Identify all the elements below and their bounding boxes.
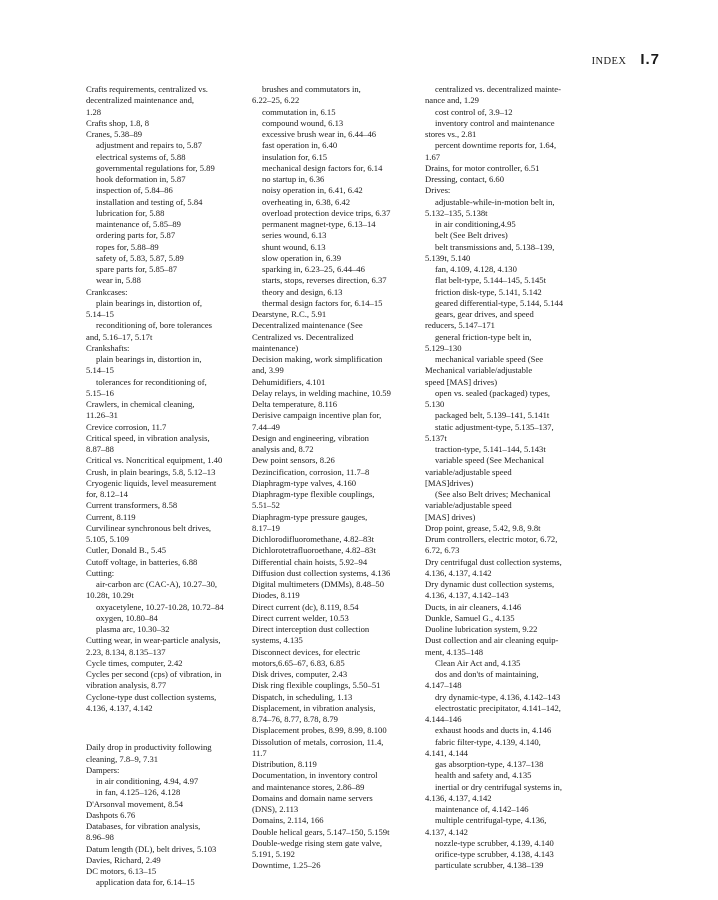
index-entry: Decision making, work simplification [252, 354, 383, 364]
index-subentry: 4.147–148 [425, 680, 462, 691]
index-subentry: ment, 4.135–148 [425, 646, 484, 657]
index-subentry: for, 8.12–14 [86, 489, 128, 499]
index-subentry: 4.136, 4.137, 4.142–143 [425, 590, 509, 601]
index-subentry: inertial or dry centrifugal systems in, [435, 781, 562, 792]
index-subentry: gas absorption-type, 4.137–138 [435, 759, 544, 769]
index-subentry: starts, stops, reverses direction, 6.37 [262, 275, 387, 286]
index-subentry: particulate scrubber, 4.138–139 [435, 860, 544, 871]
index-subentry: 4.136, 4.137, 4.142 [425, 792, 492, 803]
index-subentry: (See also Belt drives; Mechanical [435, 489, 551, 499]
index-subentry: 4.136, 4.137, 4.142 [86, 702, 153, 713]
index-subentry: dos and don'ts of maintaining, [435, 669, 539, 679]
index-subentry: ropes for, 5.88–89 [96, 241, 159, 252]
index-subentry: 4.144–146 [425, 714, 462, 724]
index-subentry: variable/adjustable speed [425, 500, 512, 511]
index-subentry: analysis and, 8.72 [252, 444, 314, 454]
index-subentry: in air conditioning, 4.94, 4.97 [96, 776, 199, 787]
index-subentry: oxygen, 10.80–84 [96, 612, 158, 623]
index-entry: Distribution, 8.119 [252, 759, 317, 769]
index-entry: Dispatch, in scheduling, 1.13 [252, 691, 353, 702]
index-subentry: variable/adjustable speed [425, 466, 512, 477]
index-entry: Dry dynamic dust collection systems, [425, 579, 555, 589]
index-subentry: geared differential-type, 5.144, 5.144 [435, 297, 563, 308]
index-entry: Direct interception dust collection [252, 624, 370, 634]
index-subentry: 5.191, 5.192 [252, 849, 295, 859]
index-entry: Dissolution of metals, corrosion, 11.4, [252, 736, 384, 747]
index-subentry: multiple centrifugal-type, 4.136, [435, 815, 547, 826]
index-subentry: installation and testing of, 5.84 [96, 196, 203, 207]
index-subentry: 2.23, 8.134, 8.135–137 [86, 646, 166, 657]
index-subentry: ordering parts for, 5.87 [96, 230, 176, 241]
index-subentry: and, 5.16–17, 5.17t [86, 331, 153, 342]
index-subentry: belt transmissions and, 5.138–139, [435, 241, 555, 252]
index-entry: Diaphragm-type valves, 4.160 [252, 477, 357, 488]
index-entry: D'Arsonval movement, 8.54 [86, 798, 184, 809]
index-subentry: 5.130 [425, 399, 445, 409]
index-subentry: plain bearings in, distortion of, [96, 297, 202, 308]
index-subentry: commutation in, 6.15 [262, 106, 336, 117]
index-subentry: [MAS]drives) [425, 477, 474, 488]
index-subentry: 8.96–98 [86, 832, 114, 843]
index-column-3 [425, 84, 625, 872]
index-subentry: [MAS] drives) [425, 511, 476, 522]
index-entry: Domains, 2.114, 166 [252, 815, 324, 826]
index-subentry: maintenance) [252, 342, 299, 353]
index-subentry: fan, 4.109, 4.128, 4.130 [435, 264, 517, 274]
index-column-2 [252, 84, 422, 872]
index-subentry: 4.141, 4.144 [425, 747, 468, 758]
index-subentry: no startup in, 6.36 [262, 174, 325, 184]
index-subentry: motors,6.65–67, 6.83, 6.85 [252, 657, 345, 668]
index-entry: Dezincification, corrosion, 11.7–8 [252, 466, 370, 477]
index-entry: Double helical gears, 5.147–150, 5.159t [252, 826, 390, 837]
index-entry: Cutting wear, in wear-particle analysis, [86, 635, 221, 646]
index-subentry: permanent magnet-type, 6.13–14 [262, 219, 376, 229]
index-entry: Datum length (DL), belt drives, 5.103 [86, 843, 217, 854]
index-entry: Disk ring flexible couplings, 5.50–51 [252, 680, 381, 691]
index-subentry: 5.132–135, 5.138t [425, 207, 488, 218]
index-subentry: 5.51–52 [252, 500, 280, 511]
index-subentry: mechanical variable speed (See [435, 354, 544, 364]
index-subentry: gears, gear drives, and speed [435, 309, 534, 319]
index-subentry: vibration analysis, 8.77 [86, 680, 167, 691]
index-entry: Cyclone-type dust collection systems, [86, 691, 217, 702]
index-subentry: centralized vs. decentralized mainte- [435, 84, 561, 94]
index-entry: Disconnect devices, for electric [252, 646, 361, 657]
index-subentry: maintenance of, 4.142–146 [435, 804, 529, 814]
index-entry: Cryogenic liquids, level measurement [86, 477, 217, 488]
index-entry: Decentralized maintenance (See [252, 320, 363, 331]
index-subentry: 5.15–16 [86, 387, 114, 398]
index-subentry: belt (See Belt drives) [435, 230, 508, 241]
index-entry: Dew point sensors, 8.26 [252, 455, 335, 466]
index-subentry: and maintenance stores, 2.86–89 [252, 781, 365, 792]
index-entry: Diffusion dust collection systems, 4.136 [252, 567, 391, 578]
index-entry: Drains, for motor controller, 6.51 [425, 162, 540, 173]
index-subentry: maintenance of, 5.85–89 [96, 219, 181, 229]
index-entry: Cutler, Donald B., 5.45 [86, 545, 167, 556]
index-subentry: reducers, 5.147–171 [425, 320, 495, 331]
index-entry: Dichlorodifluoromethane, 4.82–83t [252, 534, 374, 544]
index-subentry: variable speed (See Mechanical [435, 455, 545, 466]
index-entry: Dehumidifiers, 4.101 [252, 376, 326, 387]
index-subentry: 6.22–25, 6.22 [252, 95, 300, 106]
index-entry: Dry centrifugal dust collection systems, [425, 556, 562, 567]
index-subentry: speed [MAS] drives) [425, 376, 498, 387]
index-subentry: compound wound, 6.13 [262, 117, 344, 128]
index-entry: Dearstyne, R.C., 5.91 [252, 309, 327, 319]
index-subentry: 4.137, 4.142 [425, 826, 468, 837]
index-entry: Double-wedge rising stem gate valve, [252, 837, 383, 848]
index-subentry: cleaning, 7.8–9, 7.31 [86, 753, 159, 764]
index-subentry: health and safety and, 4.135 [435, 770, 532, 781]
index-subentry: 8.17–19 [252, 522, 280, 533]
index-entry: Crevice corrosion, 11.7 [86, 421, 167, 432]
index-entry: Differential chain hoists, 5.92–94 [252, 556, 368, 567]
index-subentry: theory and design, 6.13 [262, 286, 343, 297]
index-subentry: adjustable-while-in-motion belt in, [435, 196, 555, 207]
index-subentry: systems, 4.135 [252, 635, 303, 646]
index-subentry: 10.28t, 10.29t [86, 590, 134, 601]
index-subentry: 7.44–49 [252, 421, 280, 432]
index-entry: Ducts, in air cleaners, 4.146 [425, 601, 522, 612]
index-entry: Documentation, in inventory control [252, 770, 378, 781]
index-subentry: mechanical design factors for, 6.14 [262, 162, 383, 173]
index-subentry: safety of, 5.83, 5.87, 5.89 [96, 252, 184, 263]
index-entry: Diaphragm-type pressure gauges, [252, 511, 368, 522]
index-entry: Dunkle, Samuel G., 4.135 [425, 612, 515, 623]
index-entry: Davies, Richard, 2.49 [86, 854, 161, 865]
index-entry: Crafts requirements, centralized vs. [86, 84, 208, 94]
index-subentry: excessive brush wear in, 6.44–46 [262, 129, 377, 139]
index-entry: Downtime, 1.25–26 [252, 860, 321, 871]
index-subentry: overheating in, 6.38, 6.42 [262, 196, 351, 207]
index-subentry: 5.105, 5.109 [86, 534, 129, 544]
index-entry: Crawlers, in chemical cleaning, [86, 399, 195, 409]
index-entry: Direct current welder, 10.53 [252, 612, 349, 623]
index-subentry: adjustment and repairs to, 5.87 [96, 140, 202, 151]
index-subentry: electrical systems of, 5.88 [96, 151, 186, 162]
index-entry: Crush, in plain bearings, 5.8, 5.12–13 [86, 466, 216, 477]
index-entry: Dampers: [86, 764, 120, 775]
index-entry: Displacement probes, 8.99, 8.99, 8.100 [252, 725, 387, 736]
index-subentry: slow operation in, 6.39 [262, 252, 342, 263]
index-subentry: governmental regulations for, 5.89 [96, 162, 215, 173]
index-entry: Drum controllers, electric motor, 6.72, [425, 534, 558, 544]
index-entry: Digital multimeters (DMMs), 8.48–50 [252, 579, 384, 589]
index-entry: Direct current (dc), 8.119, 8.54 [252, 601, 359, 612]
index-subentry: in air conditioning,4.95 [435, 219, 516, 229]
index-subentry: 1.28 [86, 106, 102, 117]
index-subentry: static adjustment-type, 5.135–137, [435, 421, 554, 432]
index-entry: Domains and domain name servers [252, 792, 373, 803]
index-entry: Crankcases: [86, 286, 128, 297]
index-subentry: nance and, 1.29 [425, 95, 479, 106]
index-subentry: nozzle-type scrubber, 4.139, 4.140 [435, 837, 554, 848]
index-subentry: dry dynamic-type, 4.136, 4.142–143 [435, 691, 561, 702]
index-subentry: cost control of, 3.9–12 [435, 106, 513, 117]
index-entry: Critical vs. Noncritical equipment, 1.40 [86, 455, 223, 466]
index-subentry: 4.136, 4.137, 4.142 [425, 567, 492, 578]
index-subentry: fabric filter-type, 4.139, 4.140, [435, 736, 541, 747]
page-number: I.7 [640, 51, 660, 68]
index-subentry: sparking in, 6.23–25, 6.44–46 [262, 264, 365, 274]
index-entry: Duoline lubrication system, 9.22 [425, 624, 538, 634]
index-subentry: shunt wound, 6.13 [262, 241, 326, 252]
index-subentry: oxyacetylene, 10.27-10.28, 10.72–84 [96, 601, 224, 612]
index-subentry: tolerances for reconditioning of, [96, 376, 207, 387]
index-entry: Delta temperature, 8.116 [252, 399, 338, 409]
index-subentry: Mechanical variable/adjustable [425, 365, 533, 376]
index-subentry: hook deformation in, 5.87 [96, 174, 186, 184]
index-entry: Diodes, 8.119 [252, 590, 300, 601]
index-entry: Cycle times, computer, 2.42 [86, 657, 183, 668]
index-subentry: traction-type, 5.141–144, 5.143t [435, 444, 546, 454]
index-entry: Current transformers, 8.58 [86, 500, 178, 511]
index-subentry: insulation for, 6.15 [262, 151, 328, 162]
index-subentry: decentralized maintenance and, [86, 95, 195, 106]
index-subentry: spare parts for, 5.85–87 [96, 264, 178, 274]
index-subentry: air-carbon arc (CAC-A), 10.27–30, [96, 579, 218, 589]
index-subentry: packaged belt, 5.139–141, 5.141t [435, 410, 550, 421]
index-subentry: inspection of, 5.84–86 [96, 185, 173, 196]
index-entry: Dressing, contact, 6.60 [425, 174, 504, 184]
index-entry: Cutting: [86, 567, 115, 578]
index-entry: Dashpots 6.76 [86, 809, 136, 820]
index-subentry: brushes and commutators in, [262, 84, 361, 94]
section-gap [86, 723, 248, 734]
index-subentry: 1.67 [425, 151, 441, 162]
index-entry: Cranes, 5.38–89 [86, 129, 143, 139]
index-subentry: Centralized vs. Decentralized [252, 331, 354, 342]
index-subentry: Clean Air Act and, 4.135 [435, 657, 521, 668]
index-entry: Displacement, in vibration analysis, [252, 702, 376, 713]
index-subentry: 6.72, 6.73 [425, 545, 460, 556]
index-subentry: noisy operation in, 6.41, 6.42 [262, 185, 363, 196]
index-entry: Delay relays, in welding machine, 10.59 [252, 387, 391, 398]
index-subentry: 8.87–88 [86, 444, 114, 454]
index-subentry: series wound, 6.13 [262, 230, 327, 241]
index-subentry: plasma arc, 10.30–32 [96, 624, 170, 634]
index-entry: Derisive campaign incentive plan for, [252, 410, 382, 421]
index-entry: Crafts shop, 1.8, 8 [86, 117, 150, 128]
index-subentry: 5.139t, 5.140 [425, 252, 471, 263]
index-entry: Drop point, grease, 5.42, 9.8, 9.8t [425, 522, 541, 533]
index-subentry: 11.7 [252, 747, 267, 758]
index-subentry: 5.14–15 [86, 365, 114, 376]
index-subentry: (DNS), 2.113 [252, 804, 299, 814]
index-entry: Drives: [425, 185, 451, 196]
index-entry: Dust collection and air cleaning equip- [425, 635, 559, 646]
index-subentry: stores vs., 2.81 [425, 129, 477, 139]
index-entry: Disk drives, computer, 2.43 [252, 669, 348, 679]
index-subentry: application data for, 6.14–15 [96, 877, 195, 888]
index-column-1 [86, 84, 248, 889]
index-subentry: general friction-type belt in, [435, 331, 532, 342]
index-subentry: thermal design factors for, 6.14–15 [262, 297, 383, 308]
index-subentry: open vs. sealed (packaged) types, [435, 387, 551, 398]
index-entry: Daily drop in productivity following [86, 742, 212, 753]
index-subentry: 8.74–76, 8.77, 8.78, 8.79 [252, 714, 338, 724]
index-subentry: 5.14–15 [86, 309, 114, 319]
index-subentry: exhaust hoods and ducts in, 4.146 [435, 725, 552, 736]
index-subentry: 5.129–130 [425, 342, 462, 353]
index-subentry: percent downtime reports for, 1.64, [435, 140, 557, 151]
index-subentry: flat belt-type, 5.144–145, 5.145t [435, 275, 546, 286]
index-subentry: inventory control and maintenance [435, 117, 555, 128]
index-subentry: orifice-type scrubber, 4.138, 4.143 [435, 849, 554, 859]
index-subentry: overload protection device trips, 6.37 [262, 207, 391, 218]
index-subentry: 5.137t [425, 432, 447, 443]
index-entry: Databases, for vibration analysis, [86, 821, 201, 832]
index-subentry: in fan, 4.125–126, 4.128 [96, 787, 181, 798]
index-entry: Cycles per second (cps) of vibration, in [86, 669, 222, 679]
index-entry: Dichlorotetrafluoroethane, 4.82–83t [252, 545, 376, 556]
index-subentry: plain bearings in, distortion in, [96, 354, 202, 364]
index-entry: Curvilinear synchronous belt drives, [86, 522, 212, 533]
index-subentry: reconditioning of, bore tolerances [96, 320, 212, 331]
index-subentry: and, 3.99 [252, 365, 284, 376]
header-section-label: INDEX [591, 56, 627, 67]
index-subentry: fast operation in, 6.40 [262, 140, 338, 151]
index-subentry: wear in, 5.88 [96, 275, 141, 286]
index-entry: Cutoff voltage, in batteries, 6.88 [86, 556, 198, 567]
index-subentry: friction disk-type, 5.141, 5.142 [435, 286, 542, 297]
index-entry: Design and engineering, vibration [252, 432, 369, 443]
index-subentry: electrostatic precipitator, 4.141–142, [435, 702, 561, 713]
index-entry: Crankshafts: [86, 342, 130, 353]
index-subentry: 11.26–31 [86, 410, 118, 421]
index-subentry: lubrication for, 5.88 [96, 207, 165, 218]
index-entry: Diaphragm-type flexible couplings, [252, 489, 375, 499]
index-entry: Critical speed, in vibration analysis, [86, 432, 210, 443]
index-entry: DC motors, 6.13–15 [86, 866, 157, 877]
index-entry: Current, 8.119 [86, 511, 136, 522]
running-header [592, 51, 660, 71]
